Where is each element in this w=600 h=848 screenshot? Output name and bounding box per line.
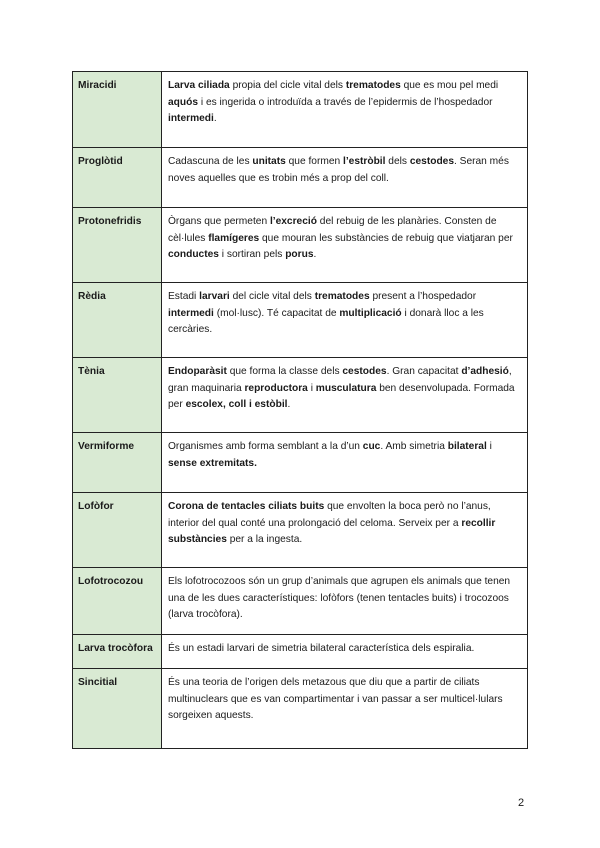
definition-keyword: sense extremitats. [168, 457, 257, 469]
definition-text: i [307, 382, 316, 394]
glossary-definition [162, 208, 528, 283]
definition-text: dels [385, 156, 410, 167]
glossary-body [73, 72, 528, 749]
definition-keyword: conductes [168, 249, 219, 260]
definition-keyword: Endoparàsit [168, 366, 227, 377]
glossary-definition [162, 635, 528, 669]
definition-keyword: larvari [199, 291, 230, 302]
definition-keyword: aquós [168, 96, 199, 108]
definition-keyword: trematodes [314, 291, 370, 302]
definition-keyword: intermedi [168, 307, 214, 319]
glossary-definition [162, 148, 528, 208]
definition-keyword: multiplicació [339, 307, 402, 319]
definition-keyword: Corona de tentacles ciliats buits [168, 501, 325, 512]
definition-text: i [486, 441, 492, 452]
definition-keyword: escolex, coll i estòbil [185, 399, 288, 410]
glossary-term: Tènia [73, 358, 162, 433]
definition-text: Òrgans que permeten [168, 216, 270, 227]
definition-text: Els lofotrocozoos són un grup d’animals que agrupen els animals que tenen una de les dues característiques: lofòfors (tenen tentacles buits) i trocozoos (larva trocòfora). [168, 576, 511, 620]
definition-text: És una teoria de l’origen dels metazous que diu que a partir de ciliats multinuclears que es van compartimentar i van passar a ser multicel·lulars sorgeixen aquests. [168, 677, 503, 721]
glossary-row [73, 283, 528, 358]
glossary-definition [162, 433, 528, 493]
definition-text: i es ingerida o introduïda a través de l’epidermis de l’hospedador [198, 96, 493, 108]
glossary-term: Miracidi [73, 72, 162, 148]
definition-text: . [313, 249, 317, 260]
definition-keyword: l’estròbil [343, 156, 386, 167]
definition-keyword: unitats [252, 156, 286, 167]
glossary-row [73, 208, 528, 283]
definition-text: del cicle vital dels [229, 291, 315, 302]
definition-text: Organismes amb forma semblant a la d’un [168, 441, 363, 452]
glossary-table [72, 71, 528, 749]
definition-text: (mol·lusc). Té capacitat de [213, 307, 340, 319]
glossary-row [73, 568, 528, 635]
glossary-row [73, 358, 528, 433]
glossary-definition [162, 669, 528, 749]
glossary-term: Larva trocòfora [73, 635, 162, 669]
definition-text: del rebuig de les planàries. Consten de cèl·lules [168, 216, 497, 244]
glossary-row [73, 433, 528, 493]
glossary-term: Rèdia [73, 283, 162, 358]
definition-text: i donarà lloc a les cercàries. [168, 307, 484, 335]
glossary-row [73, 493, 528, 568]
glossary-term: Sincitial [73, 669, 162, 749]
glossary-term: Lofòfor [73, 493, 162, 568]
definition-keyword: d’adhesió [461, 366, 509, 377]
glossary-term: Vermiforme [73, 433, 162, 493]
glossary-term: Proglòtid [73, 148, 162, 208]
glossary-term: Lofotrocozou [73, 568, 162, 635]
definition-text: ben desenvolupada. Formada per [168, 382, 515, 410]
definition-keyword: Larva ciliada [168, 80, 230, 91]
definition-text: , gran maquinaria [168, 366, 512, 394]
page-number: 2 [518, 797, 525, 809]
definition-text: És un estadi larvari de simetria bilateral característica dels espiralia. [168, 643, 475, 654]
glossary-term: Protonefridis [73, 208, 162, 283]
glossary-row [73, 669, 528, 749]
glossary-definition [162, 358, 528, 433]
definition-keyword: cestodes [409, 156, 454, 167]
definition-keyword: cestodes [342, 366, 387, 377]
definition-text: Estadi [168, 291, 200, 302]
definition-text: . Gran capacitat [386, 366, 462, 377]
glossary-row [73, 72, 528, 148]
glossary-definition [162, 283, 528, 358]
definition-keyword: musculatura [315, 382, 377, 394]
definition-text: que forma la classe dels [226, 366, 343, 377]
definition-keyword: bilateral [447, 441, 487, 452]
definition-keyword: flamígeres [208, 232, 260, 244]
definition-text: Cadascuna de les [168, 156, 253, 167]
definition-text: . Amb simetria [380, 441, 448, 452]
definition-keyword: porus [285, 249, 314, 260]
definition-text: per a la ingesta. [226, 534, 303, 545]
definition-text: que mouran les substàncies de rebuig que viatjaran per [259, 232, 513, 244]
glossary-row [73, 635, 528, 669]
definition-keyword: l’excreció [269, 216, 317, 227]
definition-keyword: reproductora [244, 382, 308, 394]
glossary-row [73, 148, 528, 208]
glossary-definition [162, 72, 528, 148]
definition-keyword: cuc [362, 441, 381, 452]
definition-text: . [287, 399, 291, 410]
glossary-definition [162, 493, 528, 568]
definition-text: . Seran més noves aquelles que es trobin més a prop del coll. [168, 156, 509, 184]
definition-text: que envolten la boca però no l’anus, interior del qual conté una prolongació del celoma. Serveix per a [168, 501, 491, 529]
definition-text: . [213, 113, 217, 124]
definition-text: i sortiran pels [218, 249, 286, 260]
definition-text: present a l’hospedador [369, 291, 477, 302]
definition-text: propia del cicle vital dels [229, 80, 346, 91]
definition-text: que formen [285, 156, 343, 167]
glossary-definition [162, 568, 528, 635]
definition-keyword: intermedi [168, 113, 214, 124]
definition-text: que es mou pel medi [400, 80, 499, 91]
definition-keyword: trematodes [345, 80, 401, 91]
definition-keyword: recollir substàncies [168, 517, 496, 545]
